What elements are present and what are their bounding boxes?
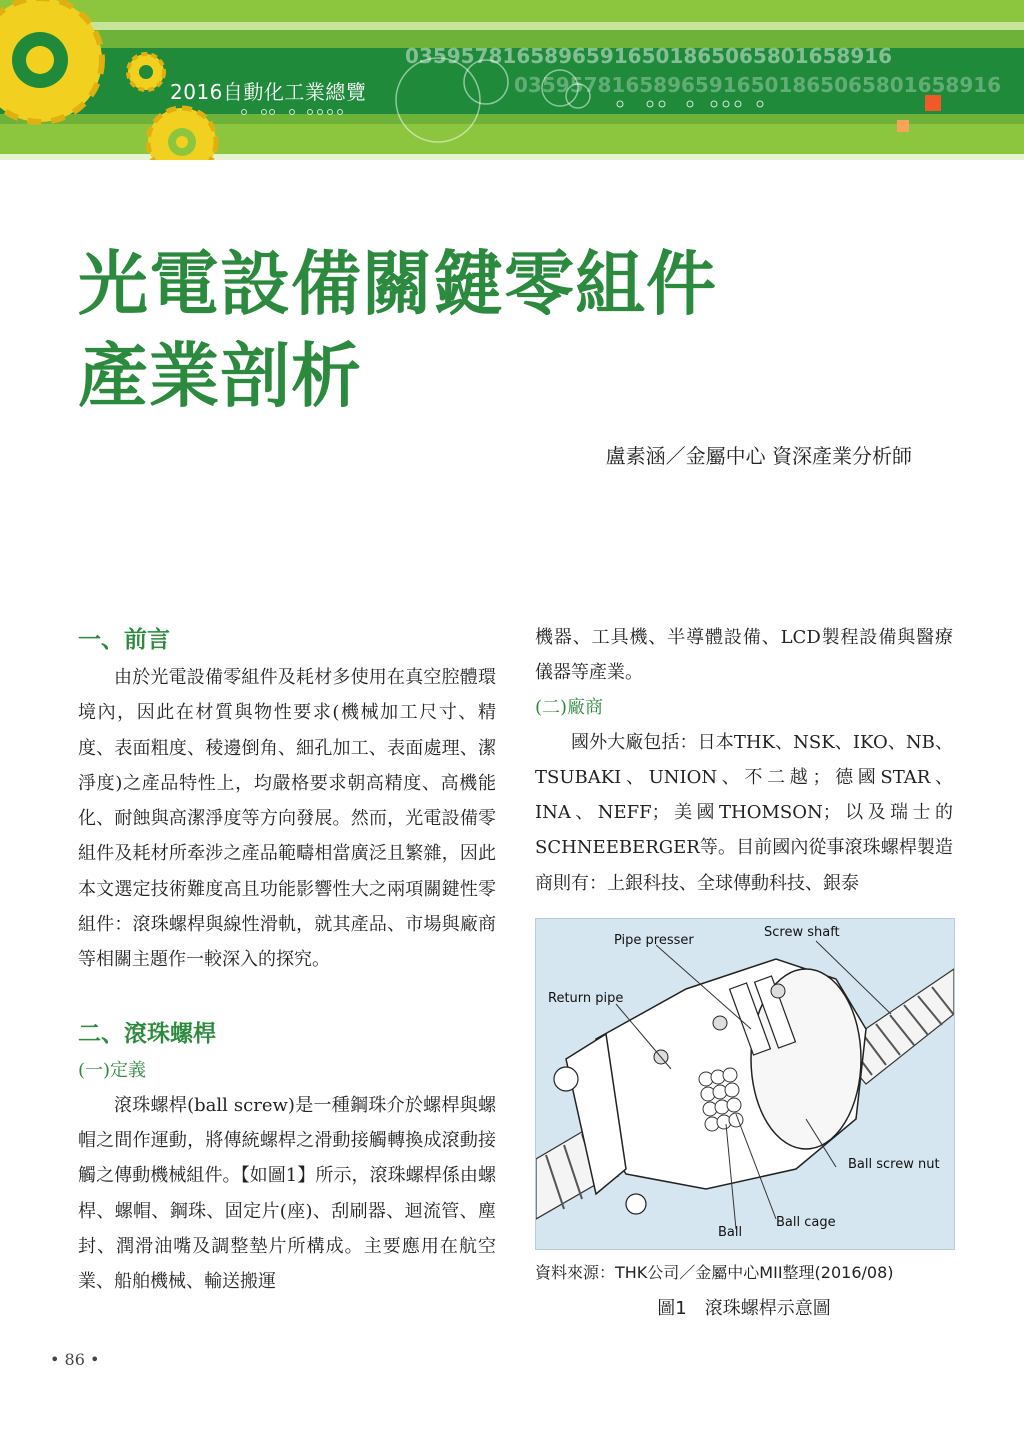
figure-label-pipe-presser: Pipe presser: [614, 933, 694, 948]
article-title: [78, 238, 717, 422]
section-2-subheading-definition: (一)定義: [78, 1059, 147, 1081]
article-title-line-1: 光電設備關鍵零組件: [78, 243, 717, 325]
figure-caption: 圖1 滾珠螺桿示意圖: [657, 1298, 831, 1319]
right-column: [535, 620, 953, 901]
figure-label-screw-shaft: Screw shaft: [764, 925, 840, 940]
figure-source: 資料來源：THK公司／金屬中心MII整理(2016/08): [535, 1263, 894, 1282]
section-2-paragraph-definition: 滾珠螺桿(ball screw)是一種鋼珠介於螺桿與螺帽之間作運動，將傳統螺桿之滑動接觸轉換成滾動接觸之傳動機械組件。【如圖1】所示，滾珠螺桿係由螺桿、螺帽、鋼珠、固定片(座)、刮刷器、迴流管、塵封、潤滑油嘴及調整墊片所構成。主要應用在航空業、船舶機械、輸送搬運: [78, 1094, 496, 1293]
orange-square-decoration: [925, 95, 941, 111]
ball-screw-diagram: [536, 919, 954, 1249]
left-column: [78, 620, 496, 1299]
header-banner: [0, 0, 1024, 160]
figure-label-ball-screw-nut: Ball screw nut: [848, 1157, 940, 1172]
small-gear-icon: [128, 54, 164, 90]
banner-number-strip: 03595781658965916501865065801658916: [405, 44, 893, 68]
section-2-paragraph-vendors: 國外大廠包括：日本THK、NSK、IKO、NB、TSUBAKI、UNION、不二越；德國STAR、INA、NEFF；美國THOMSON；以及瑞士的SCHNEEBERGER等。目前國內從事滾珠螺桿製造商則有：上銀科技、全球傳動科技、銀泰: [535, 731, 953, 894]
figure-label-return-pipe: Return pipe: [548, 991, 624, 1006]
section-2-paragraph-continued: 機器、工具機、半導體設備、LCD製程設備與醫療儀器等產業。: [535, 627, 953, 684]
small-square-decoration: [897, 120, 909, 132]
banner-number-strip-echo: 03595781658965916501865065801658916: [514, 73, 1002, 97]
figure-label-ball-cage: Ball cage: [776, 1215, 836, 1230]
article-title-line-2: 產業剖析: [78, 335, 362, 417]
section-1-heading: 一、前言: [78, 627, 170, 653]
section-2-subheading-vendors: (二)廠商: [535, 696, 604, 718]
article-author: 盧素涵／金屬中心 資深產業分析師: [605, 444, 912, 468]
publication-title: 2016自動化工業總覽: [170, 80, 367, 104]
section-2-heading: 二、滾珠螺桿: [78, 1020, 216, 1047]
page-number: • 86 •: [50, 1350, 100, 1369]
figure-label-ball: Ball: [718, 1225, 743, 1240]
section-1-paragraph: 由於光電設備零組件及耗材多使用在真空腔體環境內，因此在材質與物性要求(機械加工尺寸、精度、表面粗度、稜邊倒角、細孔加工、表面處理、潔淨度)之產品特性上，均嚴格要求朝高精度、高機能化、耐蝕與高潔淨度等方向發展。然而，光電設備零組件及耗材所牽涉之產品範疇相當廣泛且繁雜，因此本文選定技術難度高且功能影響性大之兩項關鍵性零組件：滾珠螺桿與線性滑軌，就其產品、市場與廠商等相關主題作一較深入的探究。: [78, 667, 496, 971]
ball-screw-figure: [535, 918, 955, 1250]
medium-gear-icon: [148, 108, 216, 160]
